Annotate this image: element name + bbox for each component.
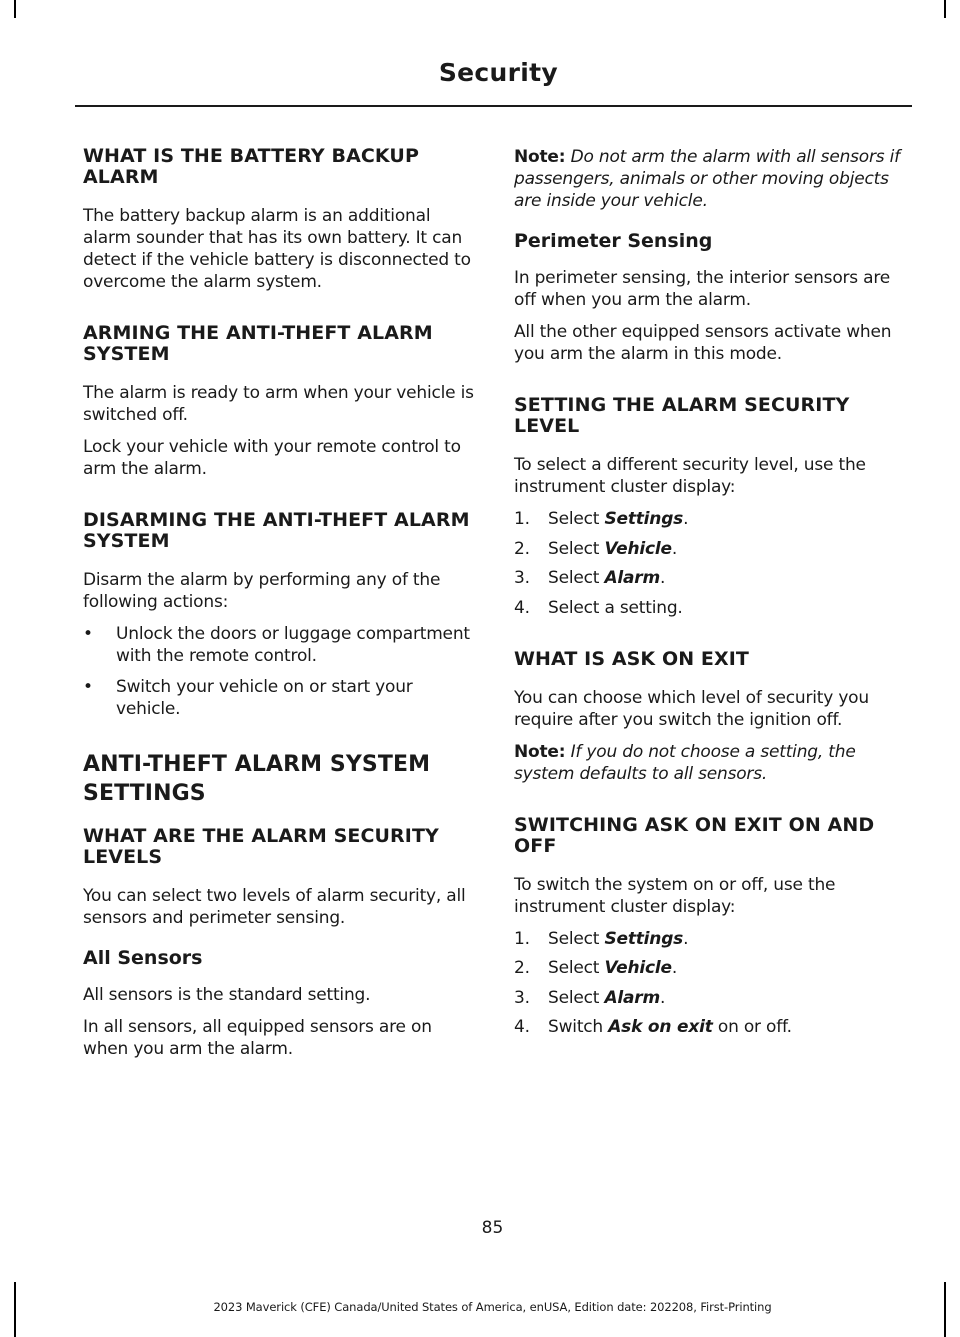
list-item: 1. Select Settings. (514, 928, 689, 949)
list-item: 2. Select Vehicle. (514, 538, 678, 559)
ask-on-exit-text: You can choose which level of security you require after you switch the ignition off. (514, 687, 869, 730)
header-rule (75, 105, 912, 107)
crop-mark-top-left (14, 0, 16, 18)
page-title: Security (438, 58, 558, 87)
disarming-heading: DISARMING THE ANTI-THEFT ALARM SYSTEM (83, 509, 470, 552)
edition-footer: 2023 Maverick (CFE) Canada/United States of America, enUSA, Edition date: 202208, First-Printing (213, 1300, 772, 1314)
note-all-sensors: Note: Do not arm the alarm with all sensors if passengers, animals or other moving objects are inside your vehicle. (514, 147, 900, 211)
security-levels-heading: WHAT ARE THE ALARM SECURITY LEVELS (83, 825, 439, 868)
note-ask-on-exit: Note: If you do not choose a setting, the system defaults to all sensors. (514, 741, 856, 784)
list-item: 1. Select Settings. (514, 509, 689, 529)
crop-mark-top-right (944, 0, 946, 18)
battery-backup-heading: WHAT IS THE BATTERY BACKUP ALARM (83, 145, 419, 188)
left-column (83, 146, 479, 1070)
disarming-bullet-list (83, 623, 479, 720)
all-sensors-paragraph-2: In all sensors, all equipped sensors are on when you arm the alarm. (83, 1017, 432, 1059)
arming-paragraph-2: Lock your vehicle with your remote control to arm the alarm. (83, 437, 461, 479)
switching-ask-on-exit-heading: SWITCHING ASK ON EXIT ON AND OFF (514, 813, 875, 857)
list-item: 2. Select Vehicle. (514, 958, 678, 978)
all-sensors-heading: All Sensors (83, 947, 203, 969)
list-item: • Switch your vehicle on or start your vehicle. (83, 677, 413, 719)
right-column (514, 146, 910, 1048)
list-item: 4. Select a setting. (514, 597, 683, 618)
perimeter-paragraph-2: All the other equipped sensors activate when you arm the alarm in this mode. (514, 322, 892, 364)
switch-steps-list (514, 928, 910, 1039)
security-levels-text: You can select two levels of alarm security, all sensors and perimeter sensing. (83, 886, 466, 928)
perimeter-sensing-heading: Perimeter Sensing (514, 230, 713, 252)
setting-steps-list (514, 508, 910, 619)
arming-heading: ARMING THE ANTI-THEFT ALARM SYSTEM (83, 322, 433, 365)
arming-paragraph-1: The alarm is ready to arm when your vehicle is switched off. (83, 383, 474, 425)
all-sensors-paragraph-1: All sensors is the standard setting. (83, 985, 371, 1005)
setting-security-level-heading: SETTING THE ALARM SECURITY LEVEL (514, 394, 850, 437)
battery-backup-text: The battery backup alarm is an additional alarm sounder that has its own battery. It can detect if the vehicle battery is disconnected to overcome the alarm system. (83, 206, 471, 292)
setting-security-level-text: To select a different security level, use the instrument cluster display: (514, 455, 866, 497)
page-number: 85 (481, 1218, 504, 1238)
disarming-text: Disarm the alarm by performing any of the following actions: (83, 570, 441, 612)
list-item: 4. Switch Ask on exit on or off. (514, 1017, 792, 1037)
list-item: 3. Select Alarm. (514, 987, 666, 1008)
list-item: • Unlock the doors or luggage compartment with the remote control. (83, 624, 470, 666)
perimeter-paragraph-1: In perimeter sensing, the interior sensors are off when you arm the alarm. (514, 268, 891, 310)
settings-section-heading: ANTI-THEFT ALARM SYSTEM SETTINGS (83, 752, 431, 806)
switching-ask-on-exit-text: To switch the system on or off, use the instrument cluster display: (514, 874, 836, 917)
list-item: 3. Select Alarm. (514, 568, 666, 588)
ask-on-exit-heading: WHAT IS ASK ON EXIT (514, 647, 749, 670)
